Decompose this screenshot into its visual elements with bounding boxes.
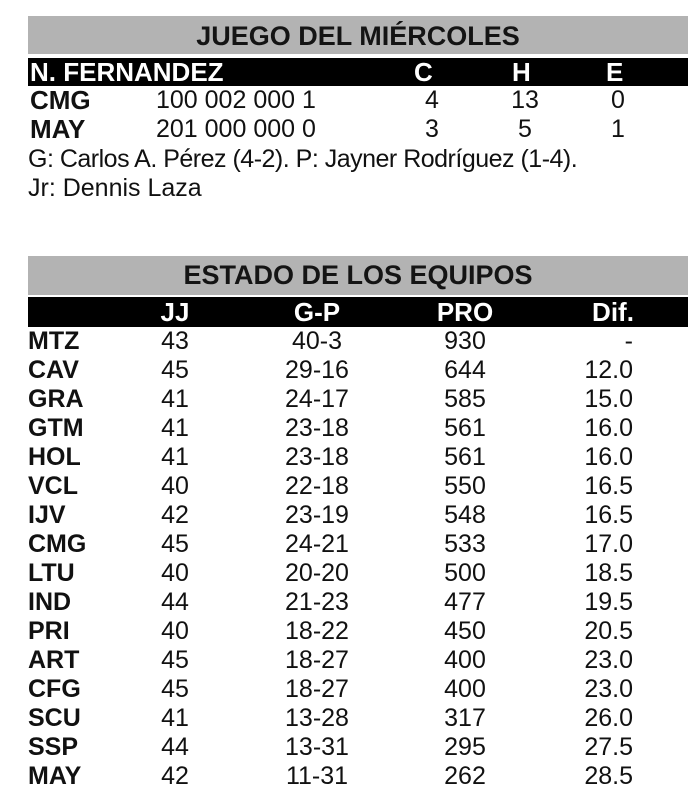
team-cell: PRI	[28, 617, 70, 645]
standings-row	[0, 356, 700, 385]
pro-cell: 477	[444, 588, 486, 616]
standings-row	[0, 704, 700, 733]
jj-cell: 45	[161, 530, 189, 558]
team-cell: SSP	[28, 733, 79, 761]
team-cell: IJV	[28, 501, 66, 529]
pro-cell: 295	[444, 733, 486, 761]
standings-title: ESTADO DE LOS EQUIPOS	[28, 256, 688, 295]
team-cell: SCU	[28, 704, 81, 732]
pro-cell: 550	[444, 472, 486, 500]
gp-cell: 22-18	[285, 472, 349, 500]
pro-cell: 930	[444, 327, 486, 355]
standings-row	[0, 646, 700, 675]
dif-cell: 28.5	[584, 762, 633, 790]
pro-cell: 533	[444, 530, 486, 558]
gp-cell: 13-31	[285, 733, 349, 761]
dif-cell: 27.5	[584, 733, 633, 761]
pro-cell: 500	[444, 559, 486, 587]
pitchers-note: G: Carlos A. Pérez (4-2). P: Jayner Rodríguez (1-4).	[28, 145, 578, 173]
standings-row	[0, 733, 700, 762]
team-cell: CAV	[28, 356, 79, 384]
line-runs: 3	[425, 115, 439, 143]
pro-cell: 400	[444, 675, 486, 703]
dif-cell: 15.0	[584, 385, 633, 413]
gp-cell: 23-18	[285, 414, 349, 442]
errors-header: E	[606, 57, 624, 87]
line-hits: 5	[518, 115, 532, 143]
pro-header: PRO	[436, 297, 494, 327]
standings-row	[0, 675, 700, 704]
standings-row	[0, 443, 700, 472]
standings-row	[0, 588, 700, 617]
save-note: Jr: Dennis Laza	[28, 174, 202, 202]
gp-cell: 23-19	[285, 501, 349, 529]
team-cell: LTU	[28, 559, 75, 587]
team-cell: VCL	[28, 472, 78, 500]
line-score-row	[0, 115, 700, 144]
standings-row	[0, 472, 700, 501]
team-cell: GRA	[28, 385, 84, 413]
jj-cell: 40	[161, 472, 189, 500]
line-team: MAY	[30, 114, 86, 144]
jj-cell: 45	[161, 356, 189, 384]
standings-row	[0, 559, 700, 588]
gp-cell: 18-27	[285, 675, 349, 703]
standings-row	[0, 385, 700, 414]
jj-header: JJ	[160, 297, 190, 327]
gp-cell: 11-31	[285, 762, 349, 790]
line-hits: 13	[511, 86, 539, 114]
jj-cell: 42	[161, 501, 189, 529]
gp-cell: 23-18	[285, 443, 349, 471]
standings-row	[0, 501, 700, 530]
pro-cell: 317	[444, 704, 486, 732]
standings-row	[0, 762, 700, 791]
team-cell: ART	[28, 646, 80, 674]
dif-header: Dif.	[592, 297, 634, 327]
dif-cell: 16.0	[584, 414, 633, 442]
jj-cell: 42	[161, 762, 189, 790]
standings-row	[0, 414, 700, 443]
gp-cell: 18-22	[285, 617, 349, 645]
team-cell: HOL	[28, 443, 81, 471]
dif-cell: 17.0	[584, 530, 633, 558]
team-cell: CFG	[28, 675, 81, 703]
line-runs: 4	[425, 86, 439, 114]
jj-cell: 41	[161, 704, 189, 732]
game-title: JUEGO DEL MIÉRCOLES	[28, 16, 688, 54]
team-cell: CMG	[28, 530, 87, 558]
jj-cell: 41	[161, 443, 189, 471]
dif-cell: 23.0	[584, 646, 633, 674]
gp-cell: 40-3	[291, 327, 343, 355]
pro-cell: 561	[444, 414, 486, 442]
jj-cell: 41	[161, 385, 189, 413]
jj-cell: 44	[161, 588, 189, 616]
line-score-row	[0, 86, 700, 115]
pro-cell: 644	[444, 356, 486, 384]
gp-cell: 29-16	[285, 356, 349, 384]
dif-cell: 18.5	[584, 559, 633, 587]
dif-cell: 16.5	[584, 501, 633, 529]
gp-cell: 24-17	[285, 385, 349, 413]
dif-cell: 16.0	[584, 443, 633, 471]
line-score: 201 000 000 0	[156, 115, 316, 143]
dif-cell: 20.5	[584, 617, 633, 645]
team-cell: MAY	[28, 762, 82, 790]
pro-cell: 561	[444, 443, 486, 471]
pro-cell: 400	[444, 646, 486, 674]
standings-row	[0, 617, 700, 646]
team-cell: MTZ	[28, 327, 80, 355]
jj-cell: 45	[161, 646, 189, 674]
line-score: 100 002 000 1	[156, 86, 316, 114]
gp-header: G-P	[293, 297, 341, 327]
team-cell: IND	[28, 588, 72, 616]
line-errors: 1	[611, 115, 625, 143]
dif-cell: 12.0	[584, 356, 633, 384]
dif-cell: 19.5	[584, 588, 633, 616]
jj-cell: 45	[161, 675, 189, 703]
jj-cell: 40	[161, 617, 189, 645]
dif-cell: 16.5	[584, 472, 633, 500]
runs-header: C	[414, 57, 433, 87]
gp-cell: 13-28	[285, 704, 349, 732]
gp-cell: 20-20	[285, 559, 349, 587]
jj-cell: 44	[161, 733, 189, 761]
pro-cell: 450	[444, 617, 486, 645]
dif-cell: -	[624, 327, 633, 355]
jj-cell: 41	[161, 414, 189, 442]
dif-cell: 26.0	[584, 704, 633, 732]
pro-cell: 548	[444, 501, 486, 529]
jj-cell: 43	[161, 327, 189, 355]
jj-cell: 40	[161, 559, 189, 587]
pro-cell: 585	[444, 385, 486, 413]
standings-row	[0, 327, 700, 356]
standings-row	[0, 530, 700, 559]
line-team: CMG	[30, 85, 91, 115]
line-errors: 0	[611, 86, 625, 114]
game-header-bar	[28, 58, 688, 86]
team-cell: GTM	[28, 414, 84, 442]
pro-cell: 262	[444, 762, 486, 790]
venue-header: N. FERNANDEZ	[30, 57, 224, 87]
dif-cell: 23.0	[584, 675, 633, 703]
gp-cell: 18-27	[285, 646, 349, 674]
gp-cell: 24-21	[285, 530, 349, 558]
hits-header: H	[512, 57, 531, 87]
gp-cell: 21-23	[285, 588, 349, 616]
standings-header-bar	[28, 297, 688, 327]
